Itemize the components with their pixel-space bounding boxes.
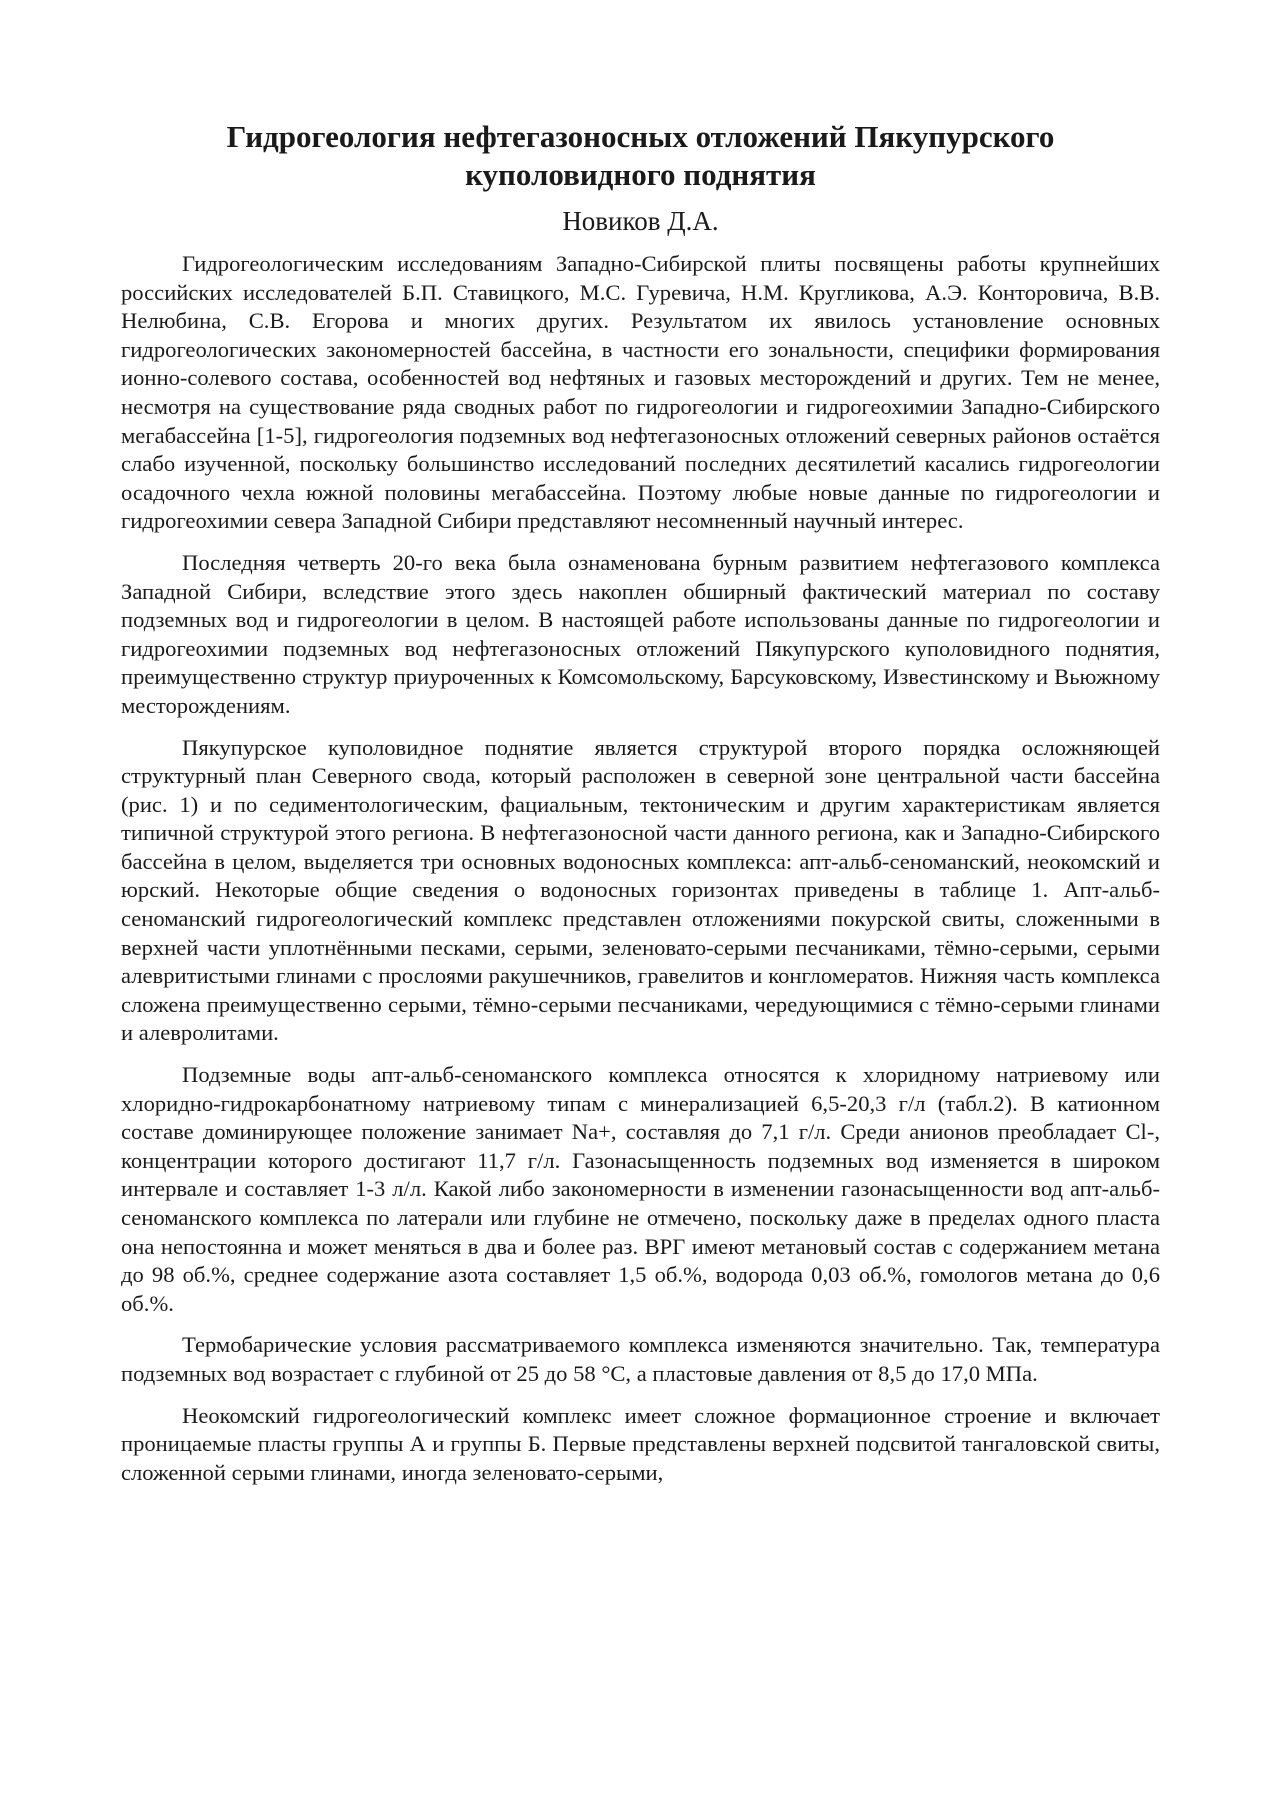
paragraph-1: Гидрогеологическим исследованиям Западно-Сибирской плиты посвящены работы крупнейших российских исследователей Б.П. Ставицкого, М.С. Гуревича, Н.М. Кругликова, А.Э. Конторовича, В.В. Нелюбина, С.В. Егорова и многих других. Результатом их явилось установление основных гидрогеологических закономерностей бассейна, в частности его зональности, специфики формирования ионно-солевого состава, особенностей вод нефтяных и газовых месторождений и других. Тем не менее, несмотря на существование ряда сводных работ по гидрогеологии и гидрогеохимии Западно-Сибирского мегабассейна [1-5], гидрогеология подземных вод нефтегазоносных отложений северных районов остаётся слабо изученной, поскольку большинство исследований последних десятилетий касались гидрогеологии осадочного чехла южной половины мегабассейна. Поэтому любые новые данные по гидрогеологии и гидрогеохимии севера Западной Сибири представляют несомненный научный интерес. xyxy=(121,251,1160,534)
document-page xyxy=(121,118,1160,1500)
paragraph-5: Термобарические условия рассматриваемого комплекса изменяются значительно. Так, температура подземных вод возрастает с глубиной от 25 до 58 °С, а пластовые давления от 8,5 до 17,0 МПа. xyxy=(121,1332,1160,1386)
paragraph-6: Неокомский гидрогеологический комплекс имеет сложное формационное строение и включает проницаемые пласты группы А и группы Б. Первые представлены верхней подсвитой тангаловской свиты, сложенной серыми глинами, иногда зеленовато-серыми, xyxy=(121,1402,1160,1485)
paragraph-4: Подземные воды апт-альб-сеноманского комплекса относятся к хлоридному натриевому или хлоридно-гидрокарбонатному натриевому типам с минерализацией 6,5-20,3 г/л (табл.2). В катионном составе доминирующее положение занимает Na+, составляя до 7,1 г/л. Среди анионов преобладает Cl-, концентрации которого достигают 11,7 г/л. Газонасыщенность подземных вод изменяется в широком интервале и составляет 1-3 л/л. Какой либо закономерности в изменении газонасыщенности вод апт-альб-сеноманского комплекса по латерали или глубине не отмечено, поскольку даже в пределах одного пласта она непостоянна и может меняться в два и более раз. ВРГ имеют метановый состав с содержанием метана до 98 об.%, среднее содержание азота составляет 1,5 об.%, водорода 0,03 об.%, гомологов метана до 0,6 об.%. xyxy=(121,1062,1160,1316)
paragraph-3: Пякупурское куполовидное поднятие является структурой второго порядка осложняющей структурный план Северного свода, который расположен в северной зоне центральной части бассейна (рис. 1) и по седиментологическим, фациальным, тектоническим и другим характеристикам является типичной структурой этого региона. В нефтегазоносной части данного региона, как и Западно-Сибирского бассейна в целом, выделяется три основных водоносных комплекса: апт-альб-сеноманский, неокомский и юрский. Некоторые общие сведения о водоносных горизонтах приведены в таблице 1. Апт-альб-сеноманский гидрогеологический комплекс представлен отложениями покурской свиты, сложенными в верхней части уплотнёнными песками, серыми, зеленовато-серыми песчаниками, тёмно-серыми, серыми алевритистыми глинами с прослоями ракушечников, гравелитов и конгломератов. Нижняя часть комплекса сложена преимущественно серыми, тёмно-серыми песчаниками, чередующимися с тёмно-серыми глинами и алевролитами. xyxy=(121,734,1160,1046)
document-title: Гидрогеология нефтегазоносных отложений Пякупурского куполовидного поднятия xyxy=(226,119,1055,192)
paragraph-2: Последняя четверть 20-го века была ознаменована бурным развитием нефтегазового комплекса Западной Сибири, вследствие этого здесь накоплен обширный фактический материал по составу подземных вод и гидрогеологии в целом. В настоящей работе использованы данные по гидрогеологии и гидрогеохимии подземных вод нефтегазоносных отложений Пякупурского куполовидного поднятия, преимущественно структур приуроченных к Комсомольскому, Барсуковскому, Известинскому и Вьюжному месторождениям. xyxy=(121,549,1160,718)
author-name: Новиков Д.А. xyxy=(562,206,719,236)
